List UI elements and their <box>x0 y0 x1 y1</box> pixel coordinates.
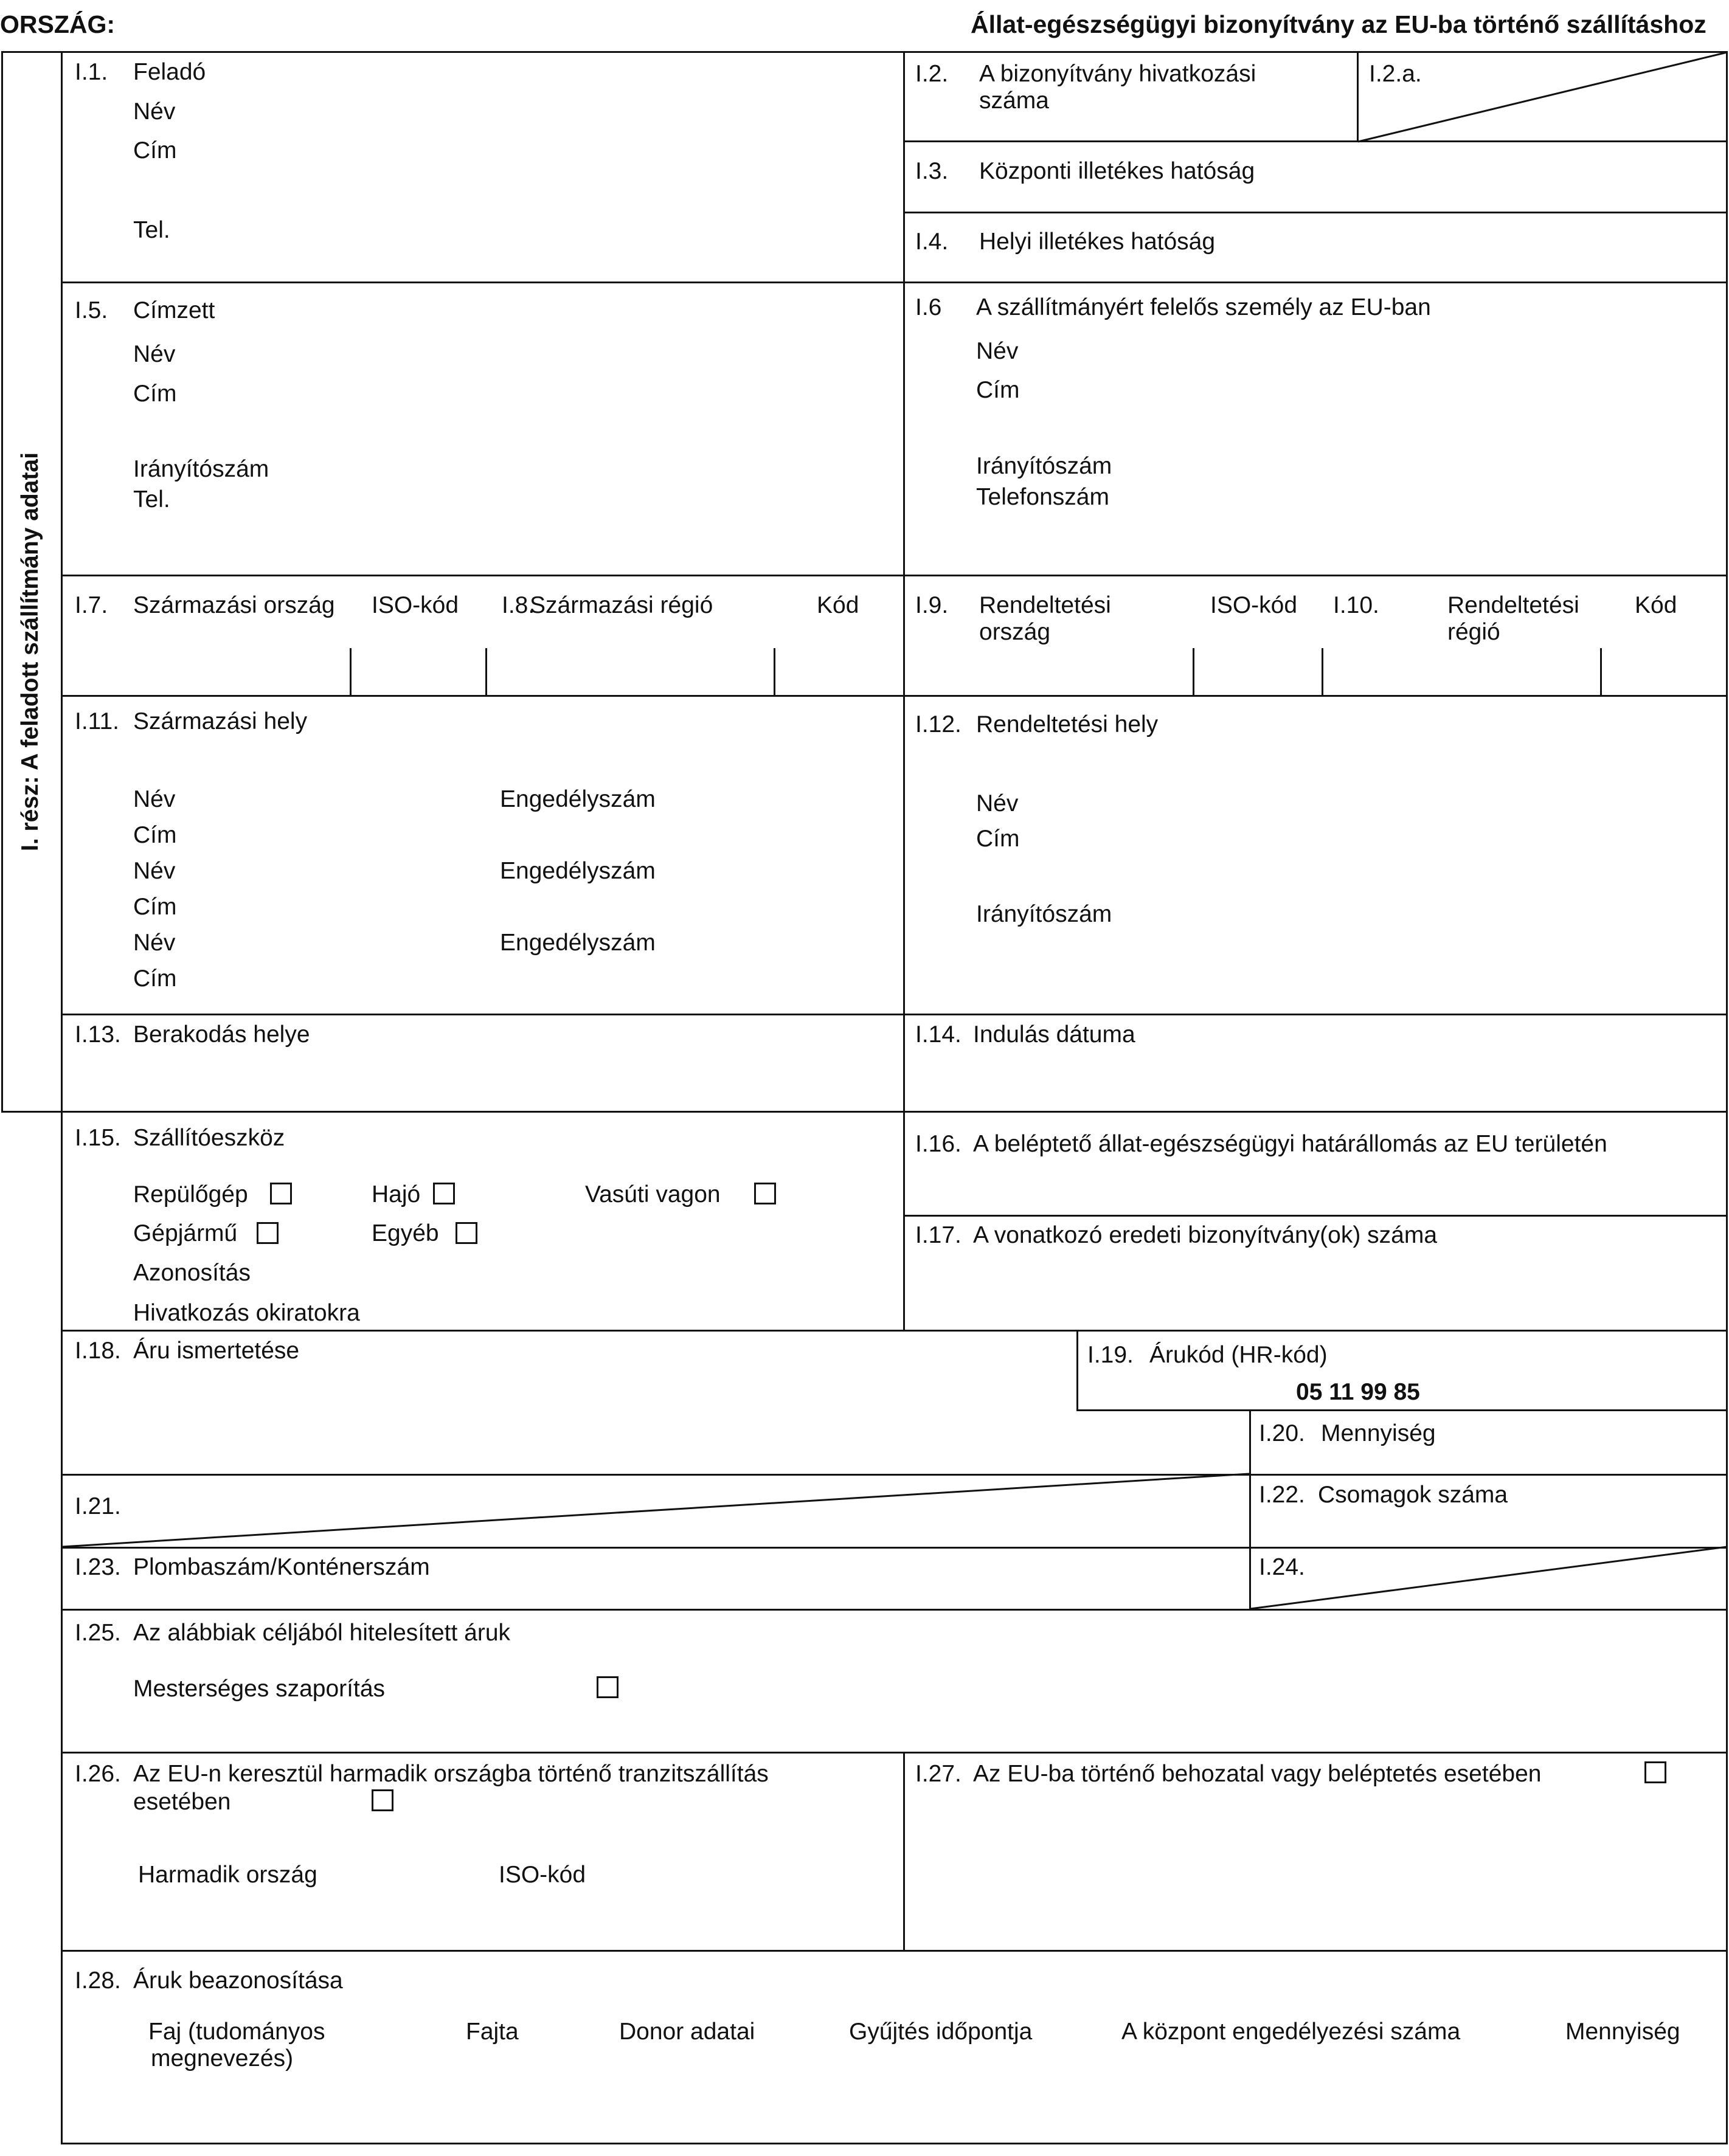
i17-title: A vonatkozó eredeti bizonyítvány(ok) száma <box>973 1222 1438 1248</box>
i10-title-line2: régió <box>1447 619 1500 645</box>
i1-address-label: Cím <box>133 137 177 164</box>
i11-row3-name: Név <box>133 930 176 956</box>
i28-breed-header: Fajta <box>466 2019 519 2045</box>
i27-title: Az EU-ba történő behozatal vagy beléptetés esetében <box>973 1761 1542 1787</box>
i27-number: I.27. <box>915 1761 962 1787</box>
i15-documents-label: Hivatkozás okiratokra <box>133 1300 360 1326</box>
i5-address-label: Cím <box>133 381 177 407</box>
i9-title-line2: ország <box>979 619 1051 645</box>
i19-code-value: 05 11 99 85 <box>1296 1379 1420 1405</box>
i21-number: I.21. <box>75 1493 121 1519</box>
i18-title: Áru ismertetése <box>133 1338 300 1364</box>
i12-postcode-label: Irányítószám <box>976 901 1112 927</box>
i26-title-line2: esetében <box>133 1789 231 1815</box>
i28-number: I.28. <box>75 1968 121 1994</box>
i12-name-label: Név <box>976 790 1019 817</box>
i8-title: Származási régió <box>530 592 713 618</box>
i26-iso-label: ISO-kód <box>499 1862 586 1888</box>
i12-title: Rendeltetési hely <box>976 711 1159 738</box>
i15-other-label: Egyéb <box>372 1220 439 1246</box>
i28-species-line2: megnevezés) <box>151 2045 294 2071</box>
i15-identification-label: Azonosítás <box>133 1260 251 1286</box>
i13-number: I.13. <box>75 1021 121 1048</box>
i22-number: I.22. <box>1259 1482 1305 1508</box>
certificate-title: Állat-egészségügyi bizonyítvány az EU-ba történő szállításhoz <box>971 10 1706 38</box>
i11-title: Származási hely <box>133 708 308 734</box>
i11-row2-approval: Engedélyszám <box>500 858 656 884</box>
i5-postcode-label: Irányítószám <box>133 456 269 482</box>
i10-title-line1: Rendeltetési <box>1447 592 1579 618</box>
i2-title-line2: száma <box>979 88 1049 114</box>
i28-donor-header: Donor adatai <box>619 2019 755 2045</box>
i5-title: Címzett <box>133 297 215 323</box>
i22-title: Csomagok száma <box>1318 1482 1508 1508</box>
i26-third-country-label: Harmadik ország <box>138 1862 317 1888</box>
i7-iso-label: ISO-kód <box>372 592 459 618</box>
i6-phone-label: Telefonszám <box>976 484 1109 510</box>
i19-title: Árukód (HR-kód) <box>1149 1342 1328 1368</box>
i15-vehicle-checkbox[interactable] <box>257 1222 279 1244</box>
i5-number: I.5. <box>75 297 108 323</box>
strike-line-i21 <box>62 1474 1249 1547</box>
i3-number: I.3. <box>915 158 949 184</box>
i11-row3-approval: Engedélyszám <box>500 930 656 956</box>
i15-railway-checkbox[interactable] <box>754 1183 776 1204</box>
i2-number: I.2. <box>915 61 949 87</box>
i25-number: I.25. <box>75 1620 121 1646</box>
i10-number: I.10. <box>1333 592 1379 618</box>
i3-title: Központi illetékes hatóság <box>979 158 1255 184</box>
side-label: I. rész: A feladott szállítmány adatai <box>17 452 43 851</box>
i9-number: I.9. <box>915 592 949 618</box>
i15-title: Szállítóeszköz <box>133 1125 285 1151</box>
i15-aircraft-checkbox[interactable] <box>270 1183 292 1204</box>
i7-number: I.7. <box>75 592 108 618</box>
i28-title: Áruk beazonosítása <box>133 1968 343 1994</box>
i25-title: Az alábbiak céljából hitelesített áruk <box>133 1620 511 1646</box>
i6-number: I.6 <box>915 294 942 320</box>
i6-name-label: Név <box>976 338 1019 364</box>
i4-number: I.4. <box>915 229 949 255</box>
i20-number: I.20. <box>1259 1420 1305 1446</box>
i11-row2-address: Cím <box>133 894 177 920</box>
i14-title: Indulás dátuma <box>973 1021 1135 1048</box>
i15-ship-checkbox[interactable] <box>433 1183 455 1204</box>
i5-name-label: Név <box>133 341 176 367</box>
i23-number: I.23. <box>75 1554 121 1580</box>
i1-title: Feladó <box>133 59 206 85</box>
i8-code-label: Kód <box>817 592 859 618</box>
i17-number: I.17. <box>915 1222 962 1248</box>
i19-number: I.19. <box>1087 1342 1134 1368</box>
i12-number: I.12. <box>915 711 962 738</box>
i9-iso-label: ISO-kód <box>1210 592 1298 618</box>
i14-number: I.14. <box>915 1021 962 1048</box>
i12-address-label: Cím <box>976 826 1020 852</box>
i25-option-label: Mesterséges szaporítás <box>133 1676 386 1702</box>
i11-row3-address: Cím <box>133 966 177 992</box>
i28-quantity-header: Mennyiség <box>1565 2019 1680 2045</box>
i4-title: Helyi illetékes hatóság <box>979 229 1216 255</box>
i2a-number: I.2.a. <box>1369 61 1422 87</box>
i15-number: I.15. <box>75 1125 121 1151</box>
country-label: ORSZÁG: <box>0 10 116 38</box>
i27-import-checkbox[interactable] <box>1644 1761 1666 1783</box>
i15-railway-label: Vasúti vagon <box>585 1181 721 1208</box>
i8-number: I.8. <box>502 592 535 618</box>
i10-code-label: Kód <box>1635 592 1677 618</box>
i16-title: A beléptető állat-egészségügyi határállomás az EU területén <box>973 1131 1607 1157</box>
i16-number: I.16. <box>915 1131 962 1157</box>
i11-row1-approval: Engedélyszám <box>500 786 656 812</box>
i20-title: Mennyiség <box>1321 1420 1436 1446</box>
strike-line-i24 <box>1250 1547 1727 1609</box>
i15-vehicle-label: Gépjármű <box>133 1220 238 1246</box>
i15-other-checkbox[interactable] <box>456 1222 477 1244</box>
i2-title-line1: A bizonyítvány hivatkozási <box>979 61 1256 87</box>
i26-number: I.26. <box>75 1761 121 1787</box>
i25-option-checkbox[interactable] <box>597 1676 618 1698</box>
i1-tel-label: Tel. <box>133 217 170 243</box>
side-label-wrap <box>17 452 47 857</box>
i6-address-label: Cím <box>976 377 1020 403</box>
i23-title: Plombaszám/Konténerszám <box>133 1554 430 1580</box>
i11-row1-address: Cím <box>133 822 177 848</box>
i1-name-label: Név <box>133 98 176 125</box>
i26-title-line1: Az EU-n keresztül harmadik országba történő tranzitszállítás <box>133 1761 769 1787</box>
i6-title: A szállítmányért felelős személy az EU-ban <box>976 294 1431 320</box>
i11-row2-name: Név <box>133 858 176 884</box>
i11-number: I.11. <box>75 708 119 734</box>
i24-number: I.24. <box>1259 1554 1305 1580</box>
i18-number: I.18. <box>75 1338 121 1364</box>
i15-ship-label: Hajó <box>372 1181 421 1208</box>
i13-title: Berakodás helye <box>133 1021 310 1048</box>
i9-title-line1: Rendeltetési <box>979 592 1111 618</box>
i6-postcode-label: Irányítószám <box>976 453 1112 479</box>
i28-species-line1: Faj (tudományos <box>148 2019 325 2045</box>
i1-number: I.1. <box>75 59 108 85</box>
i15-aircraft-label: Repülőgép <box>133 1181 248 1208</box>
i7-title: Származási ország <box>133 592 335 618</box>
i5-tel-label: Tel. <box>133 486 170 513</box>
i28-collection-date-header: Gyűjtés időpontja <box>849 2019 1033 2045</box>
i28-centre-approval-header: A központ engedélyezési száma <box>1121 2019 1461 2045</box>
i11-row1-name: Név <box>133 786 176 812</box>
i26-transit-checkbox[interactable] <box>372 1789 393 1811</box>
